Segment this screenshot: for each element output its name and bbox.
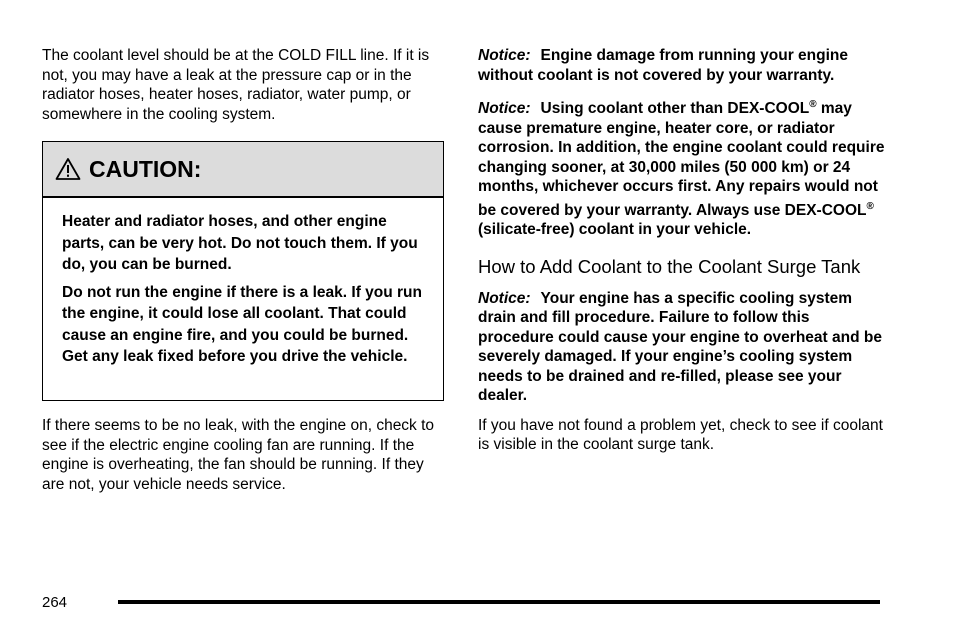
warning-triangle-icon: [55, 157, 81, 181]
footer-rule: [118, 600, 880, 604]
notice-text-part: may cause premature engine, heater core, or radiator corrosion. In addition, the engine coolant could require changing sooner, at 30,000 miles (50 000 km) or 24 months, whichever occurs first. Any repairs would not be covered by your warranty. Always use DEX-COOL: [478, 100, 885, 219]
registered-mark: ®: [809, 99, 817, 110]
registered-mark: ®: [866, 200, 874, 212]
intro-paragraph: The coolant level should be at the COLD FILL line. If it is not, you may have a leak at the pressure cap or in the radiator hoses, heater hoses, radiator, water pump, or somewhere in the cooling system.: [42, 47, 430, 123]
caution-header: [43, 142, 443, 198]
notice-drain-fill: [478, 289, 888, 406]
caution-body: [43, 198, 443, 368]
notice-label: Notice:: [478, 47, 531, 64]
notice-label: Notice:: [478, 289, 531, 307]
notice-warranty: [478, 46, 888, 85]
caution-paragraph-2: Do not run the engine if there is a leak. If you run the engine, it could lose all coolant. That could cause an engine fire, and you could be burned. Get any leak fixed before you drive the vehicle.: [62, 283, 422, 365]
notice-coolant-type: [478, 95, 888, 240]
caution-title: CAUTION:: [89, 155, 202, 182]
left-column-bottom: [42, 416, 444, 494]
leak-check-paragraph: If there seems to be no leak, with the engine on, check to see if the electric engine cooling fan are running. If the engine is overheating, the fan should be running. If they are not, your vehicle needs service.: [42, 417, 435, 493]
notice-text: Your engine has a specific cooling system drain and fill procedure. Failure to follow this procedure could cause your engine to overheat and be severely damaged. If your engine’s cooling system needs to be drained and re-filled, please see your dealer.: [478, 289, 882, 405]
section-heading: How to Add Coolant to the Coolant Surge Tank: [478, 255, 861, 277]
left-column: [42, 46, 444, 124]
notice-text-part: Using coolant other than DEX-COOL: [540, 100, 810, 118]
caution-box: [42, 141, 444, 401]
caution-paragraph-1: Heater and radiator hoses, and other engine parts, can be very hot. Do not touch them. If you do, you can be burned.: [62, 213, 418, 273]
page-number: 264: [42, 594, 68, 611]
closing-paragraph: If you have not found a problem yet, check to see if coolant is visible in the coolant surge tank.: [478, 416, 883, 454]
right-column: [478, 46, 888, 455]
notice-text: Engine damage from running your engine without coolant is not covered by your warranty.: [478, 47, 848, 84]
notice-label: Notice:: [478, 100, 531, 118]
notice-text-part: (silicate-free) coolant in your vehicle.: [478, 221, 752, 239]
